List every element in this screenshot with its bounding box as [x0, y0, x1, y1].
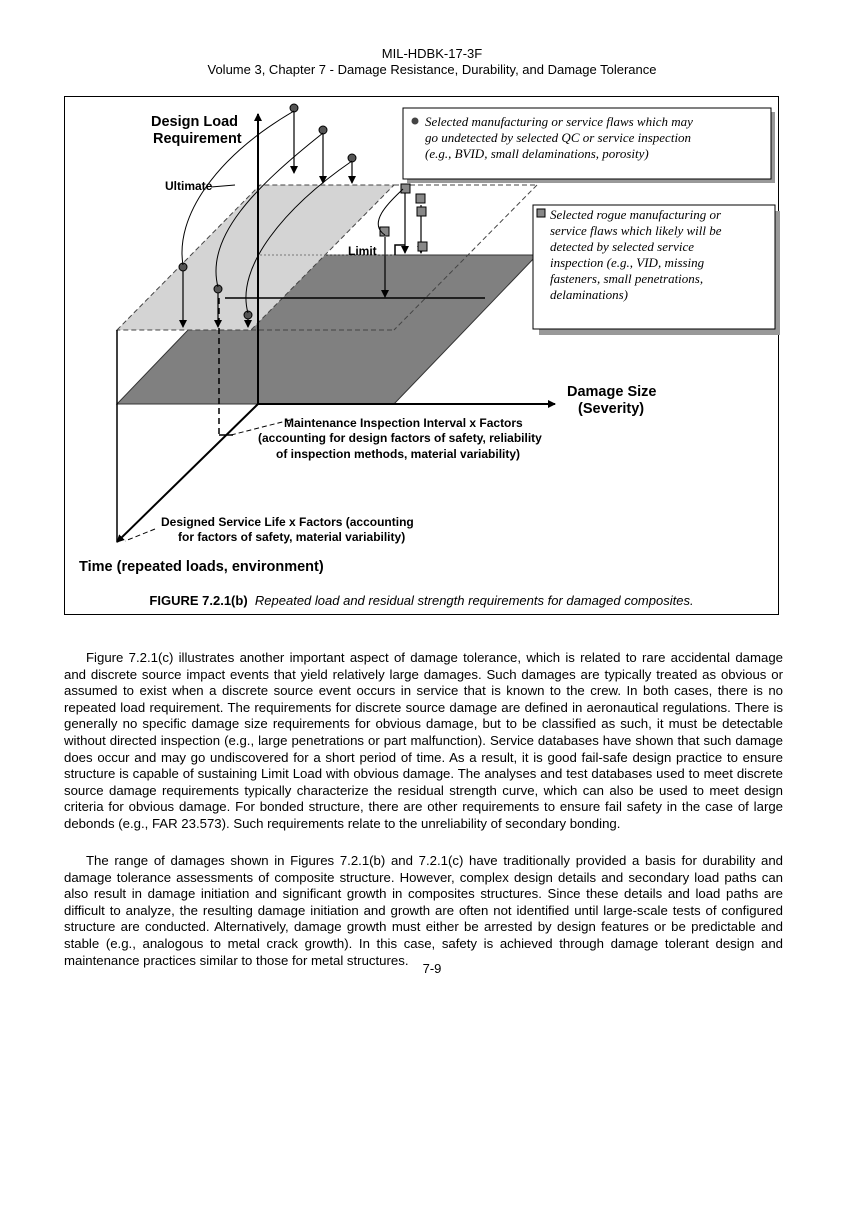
page-number: 7-9: [422, 961, 442, 976]
legend-round-marker: [412, 118, 419, 125]
legend-square-line-4: inspection (e.g., VID, missing: [550, 255, 705, 270]
legend-square-line-2: service flaws which likely will be: [550, 223, 722, 238]
legend-round-line-3: (e.g., BVID, small delaminations, porosity): [425, 146, 649, 161]
design-load-label-1: Design Load: [151, 114, 239, 130]
document-id: MIL-HDBK-17-3F: [381, 46, 483, 61]
service-life-label-1: Designed Service Life x Factors (accounting: [161, 515, 414, 529]
legend-square-marker: [537, 209, 545, 217]
legend-square-line-3: detected by selected service: [550, 239, 694, 254]
caption-label: FIGURE 7.2.1(b): [149, 593, 248, 608]
maintenance-label-2: (accounting for design factors of safety, reliability: [258, 431, 542, 445]
ultimate-label: Ultimate: [165, 179, 213, 193]
figure-caption: [64, 593, 779, 608]
design-load-label-2: Requirement: [153, 131, 242, 147]
damage-tolerance-diagram: [65, 97, 780, 616]
legend-square-line-1: Selected rogue manufacturing or: [550, 207, 722, 222]
time-axis-label: Time (repeated loads, environment): [79, 559, 324, 575]
damage-size-label-1: Damage Size: [567, 384, 657, 400]
chapter-title: Volume 3, Chapter 7 - Damage Resistance, Durability, and Damage Tolerance: [207, 62, 657, 77]
maintenance-label-1: Maintenance Inspection Interval x Factors: [284, 416, 523, 430]
legend-round-line-2: go undetected by selected QC or service inspection: [425, 130, 692, 145]
service-life-label-2: for factors of safety, material variability): [178, 530, 406, 544]
figure-frame: [64, 96, 779, 615]
legend-round-line-1: Selected manufacturing or service flaws which may: [425, 114, 693, 129]
body-paragraph-1: Figure 7.2.1(c) illustrates another important aspect of damage tolerance, which is related to rare accidental damage and discrete source impact events that yield relatively large damages. Such damages are typically treated as obvious or assumed to exist when a discrete source event occurs in service that is known to the crew. In both cases, there is no repeated load requirement. The requirements for discrete source damage are defined in aeronautical regulations. There is generally no specific damage size requirements for obvious damage, but to be classified as such, it must be detectable without directed inspection (e.g., large penetrations or part malfunction). Service databases have shown that such damage does occur and may go undiscovered for a short period of time. As a result, it is good fail-safe design practice to ensure structure is capable of sustaining Limit Load with obvious damage. The analyses and test databases used to meet discrete source damage requirements typically characterize the residual strength curve, which can also be used to meet design criteria for obvious damage. For bonded structure, there are other requirements to ensure fail safety in the case of large debonds (e.g., FAR 23.573). Such requirements relate to the unreliability of secondary bonding.: [64, 650, 783, 831]
limit-step-line: [395, 245, 405, 255]
caption-text: Repeated load and residual strength requirements for damaged composites.: [254, 593, 694, 608]
legend-square-line-6: delaminations): [550, 287, 628, 302]
maintenance-label-3: of inspection methods, material variability): [276, 447, 521, 461]
ultimate-pointer: [211, 185, 235, 187]
limit-label: Limit: [348, 244, 377, 258]
body-paragraph-2: The range of damages shown in Figures 7.2.1(b) and 7.2.1(c) have traditionally provided a basis for durability and damage tolerance assessments of composite structure. However, complex design details and secondary load paths can also result in damage initiation and significant growth in composites structures. Since these details and load paths are difficult to analyze, the resulting damage initiation and growth are often not identified until large-scale tests of configured structure are conducted. Alternatively, damage growth must either be arrested by design features or be predictable and stable (e.g., analogous to metal crack growth). In this case, safety is achieved through damage tolerant design and maintenance practices similar to those for metal structures.: [64, 853, 783, 968]
damage-size-label-2: (Severity): [578, 401, 645, 417]
legend-square-line-5: fasteners, small penetrations,: [550, 271, 704, 286]
